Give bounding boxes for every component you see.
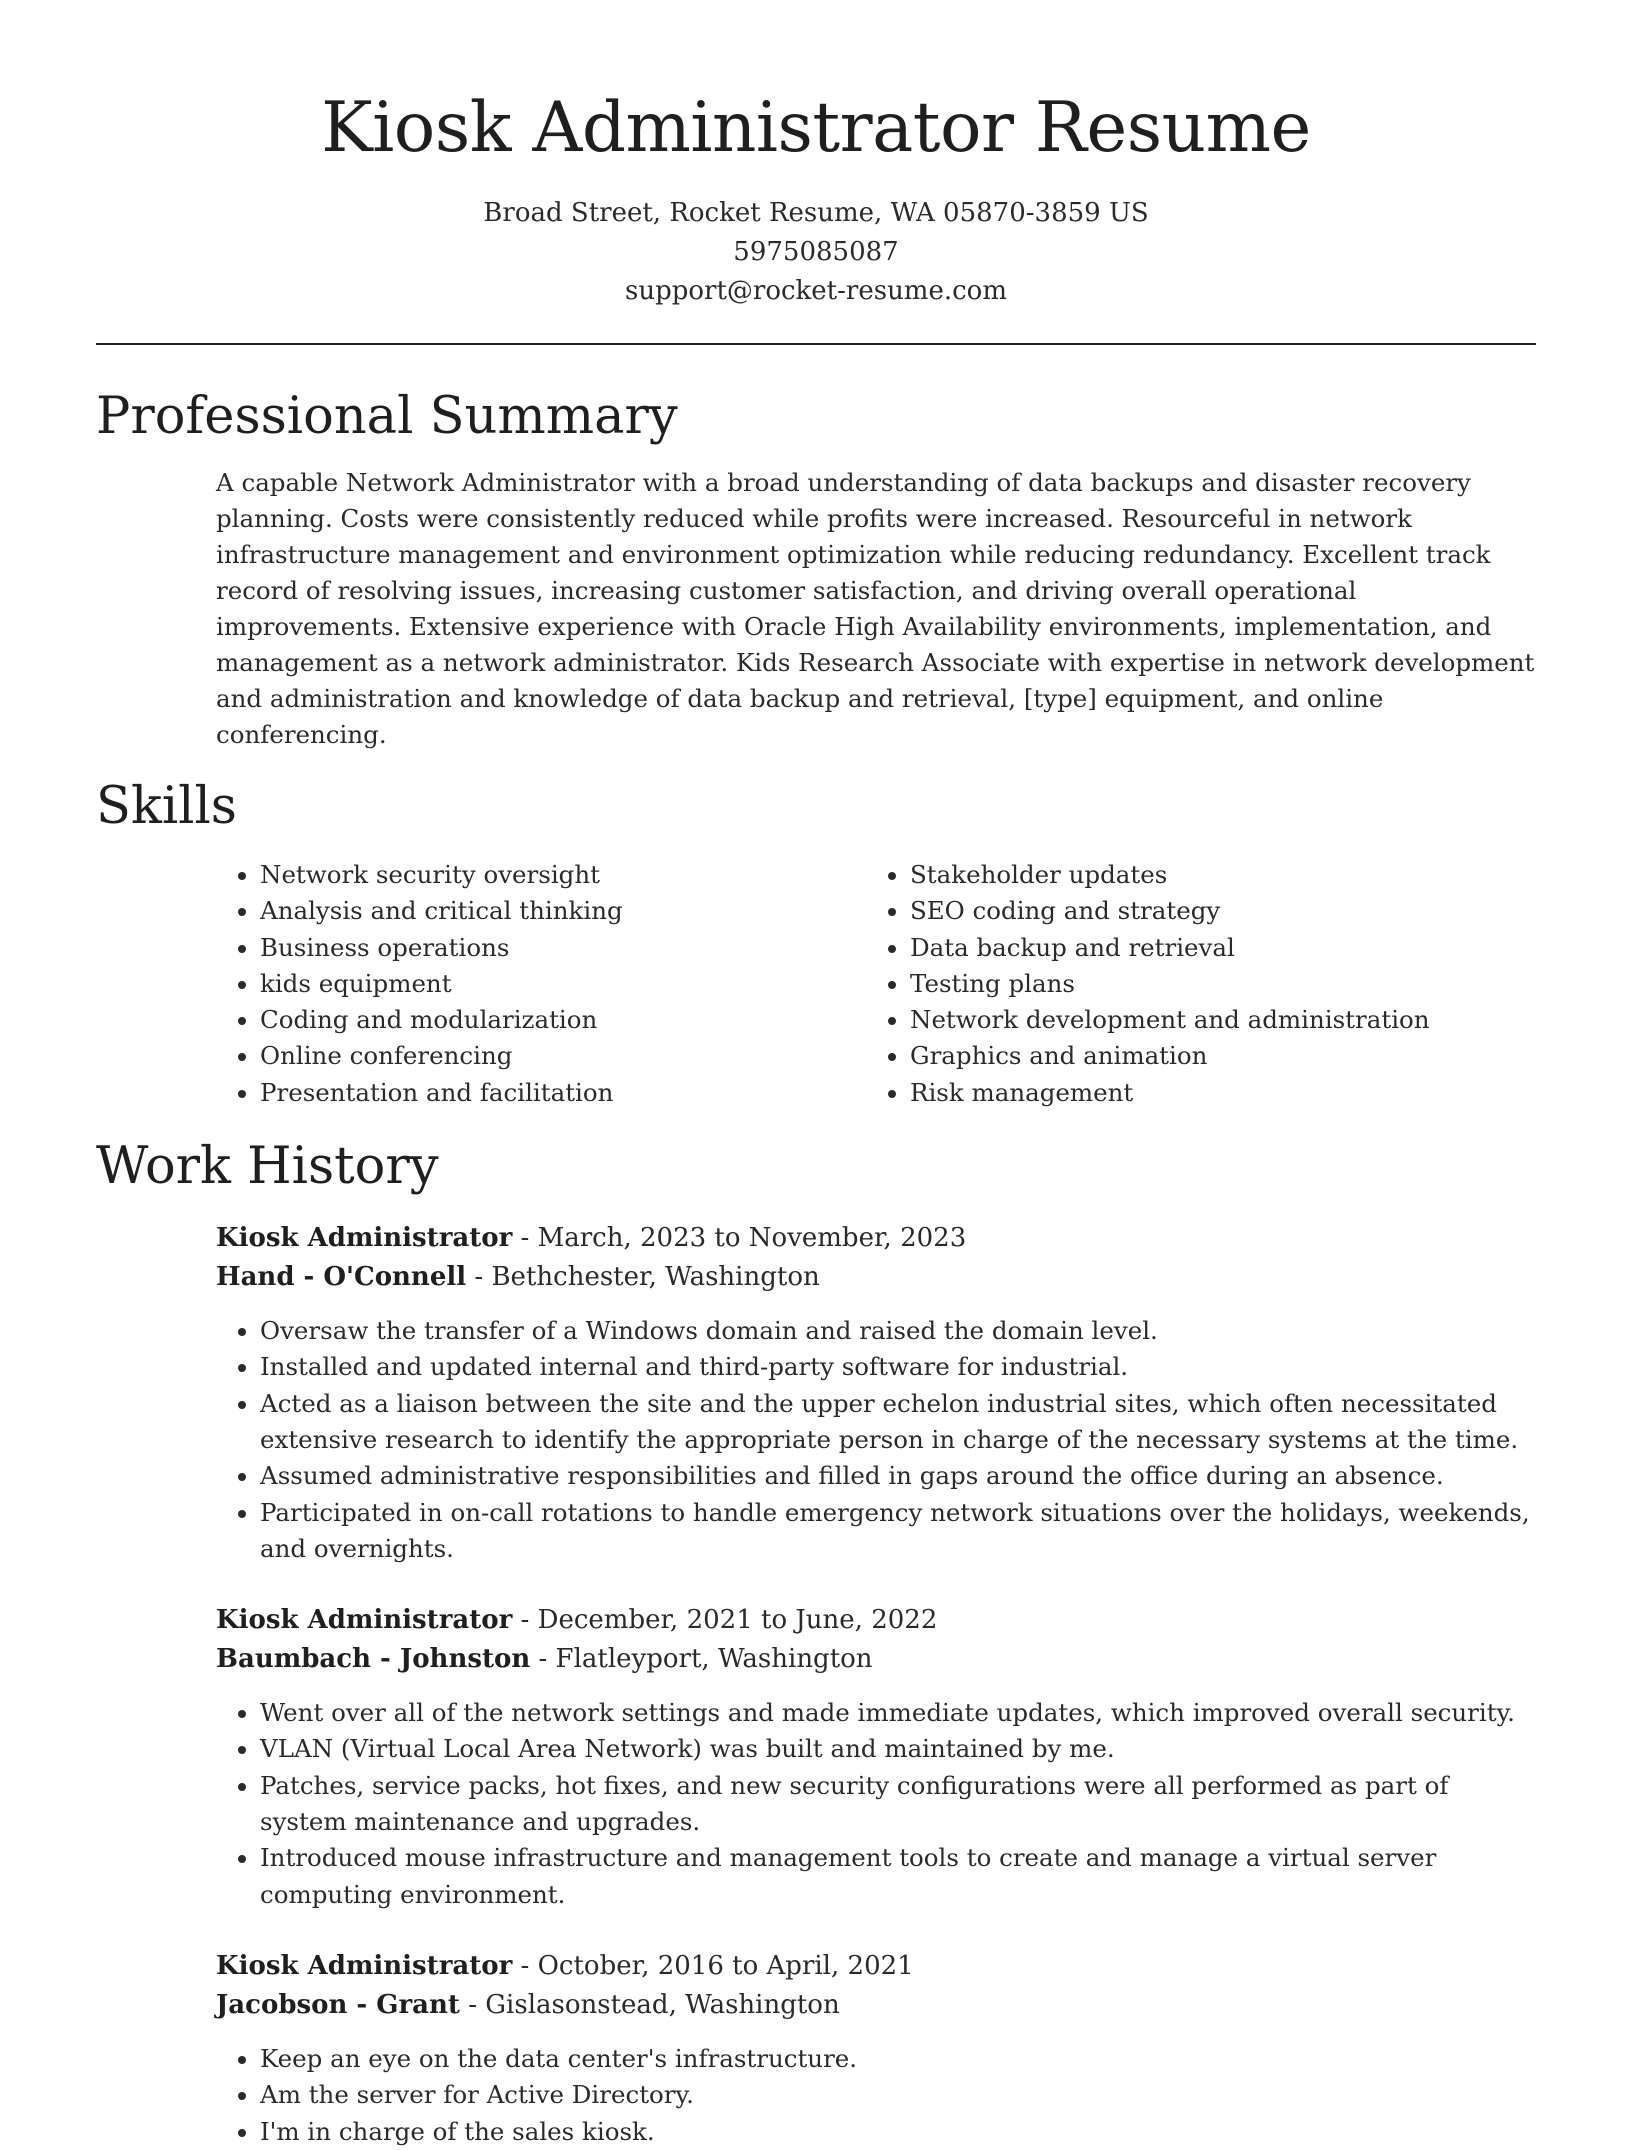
job-bullet: • Installed and updated internal and third-party software for industrial.: [260, 1349, 1536, 1385]
job-company: Hand - O'Connell: [216, 1262, 467, 1293]
summary-heading: Professional Summary: [96, 387, 678, 446]
job-location: - Gislasonstead, Washington: [459, 1989, 840, 2020]
skill-item: • kids equipment: [260, 966, 866, 1002]
job-location: - Flatleyport, Washington: [530, 1644, 873, 1675]
job-dates: - October, 2016 to April, 2021: [512, 1950, 914, 1981]
job-bullet: • VLAN (Virtual Local Area Network) was built and maintained by me.: [260, 1731, 1536, 1767]
skill-item: • Online conferencing: [260, 1038, 866, 1074]
job-bullet: • Oversaw the transfer of a Windows domain and raised the domain level.: [260, 1313, 1536, 1349]
work-history-heading: Work History: [96, 1137, 439, 1197]
job-bullet: • I'm in charge of the sales kiosk.: [260, 2114, 1536, 2150]
job-role: Kiosk Administrator: [216, 1605, 513, 1636]
contact-block: [96, 194, 1536, 311]
summary-text: A capable Network Administrator with a broad understanding of data backups and disaster recovery planning. Costs were consistently reduced while profits were increased. Resourceful in network infrastructure management and environment optimization while reducing redundancy. Excellent track record of resolving issues, increasing customer satisfaction, and driving overall operational improvements. Extensive experience with Oracle High Availability environments, implementation, and management as a network administrator. Kids Research Associate with expertise in network development and administration and knowledge of data backup and retrieval, [type] equipment, and online conferencing.: [216, 468, 1535, 749]
skill-item: • Coding and modularization: [260, 1002, 866, 1038]
skill-item: • Risk management: [910, 1075, 1536, 1111]
job-bullet: • Introduced mouse infrastructure and management tools to create and manage a virtual server computing environment.: [260, 1840, 1536, 1913]
job-bullet: • Participated in on-call rotations to handle emergency network situations over the holidays, weekends, and overnights.: [260, 1495, 1536, 1568]
resume-title: Kiosk Administrator Resume: [321, 88, 1311, 168]
job-role: Kiosk Administrator: [216, 1223, 513, 1254]
job-bullet: • Went over all of the network settings and made immediate updates, which improved overall security.: [260, 1695, 1536, 1731]
job-bullet: • Assumed administrative responsibilities and filled in gaps around the office during an absence.: [260, 1458, 1536, 1494]
job-company-line: [216, 1986, 1536, 2025]
job-bullets: [216, 1313, 1536, 1567]
skill-item: • Network development and administration: [910, 1002, 1536, 1038]
job-bullet: • Am the server for Active Directory.: [260, 2077, 1536, 2113]
contact-email: support@rocket-resume.com: [624, 276, 1007, 306]
skill-item: • Graphics and animation: [910, 1038, 1536, 1074]
contact-address: Broad Street, Rocket Resume, WA 05870-3859 US: [483, 198, 1149, 228]
job-entry: [216, 1219, 1536, 1567]
skill-item: • Data backup and retrieval: [910, 930, 1536, 966]
skill-item: • Testing plans: [910, 966, 1536, 1002]
job-company: Jacobson - Grant: [216, 1989, 460, 2020]
job-entry: [216, 1947, 1536, 2150]
skill-item: • Network security oversight: [260, 857, 866, 893]
skills-list-right: [866, 857, 1536, 1111]
skill-item: • SEO coding and strategy: [910, 893, 1536, 929]
job-role-line: [216, 1601, 1536, 1640]
contact-phone: 5975085087: [733, 237, 899, 267]
header-divider: [96, 343, 1536, 345]
skill-item: • Stakeholder updates: [910, 857, 1536, 893]
skills-heading: Skills: [96, 777, 237, 836]
skills-grid: [216, 857, 1536, 1111]
skill-item: • Analysis and critical thinking: [260, 893, 866, 929]
resume-page: [96, 0, 1536, 2150]
job-role-line: [216, 1219, 1536, 1258]
job-dates: - December, 2021 to June, 2022: [512, 1605, 938, 1636]
job-company-line: [216, 1258, 1536, 1297]
job-bullet: • Keep an eye on the data center's infrastructure.: [260, 2041, 1536, 2077]
job-location: - Bethchester, Washington: [466, 1262, 820, 1293]
job-role-line: [216, 1947, 1536, 1986]
job-bullet: • Patches, service packs, hot fixes, and new security configurations were all performed as part of system maintenance and upgrades.: [260, 1768, 1536, 1841]
job-bullet: • Acted as a liaison between the site and the upper echelon industrial sites, which often necessitated extensive research to identify the appropriate person in charge of the necessary systems at the time.: [260, 1386, 1536, 1459]
resume-header: [96, 0, 1536, 311]
skill-item: • Business operations: [260, 930, 866, 966]
skill-item: • Presentation and facilitation: [260, 1075, 866, 1111]
job-company: Baumbach - Johnston: [216, 1644, 531, 1675]
job-dates: - March, 2023 to November, 2023: [512, 1223, 967, 1254]
job-bullets: [216, 1695, 1536, 1913]
job-role: Kiosk Administrator: [216, 1950, 513, 1981]
job-company-line: [216, 1640, 1536, 1679]
job-entry: [216, 1601, 1536, 1913]
skills-list-left: [216, 857, 866, 1111]
job-bullets: [216, 2041, 1536, 2150]
